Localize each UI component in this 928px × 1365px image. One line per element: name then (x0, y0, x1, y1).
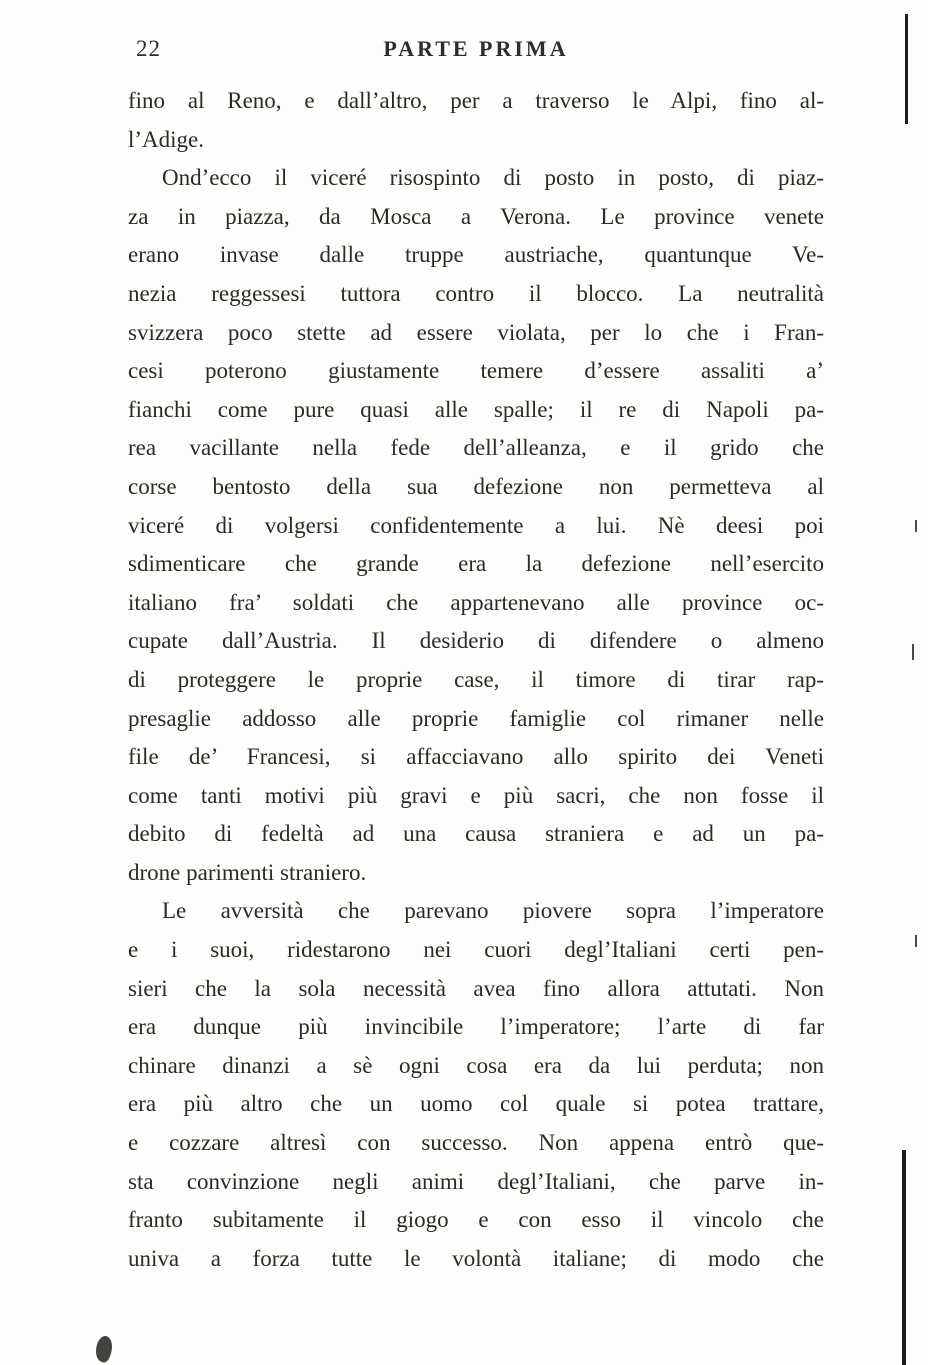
text-line: corse bentosto della sua defezione non permetteva al (128, 473, 824, 499)
text-line: di proteggere le proprie case, il timore di tirar rap- (128, 666, 824, 692)
text-line: era più altro che un uomo col quale si potea trattare, (128, 1091, 824, 1117)
text-line: era dunque più invincibile l’imperatore; l’arte di far (128, 1014, 824, 1040)
text-line: e cozzare altresì con successo. Non appena entrò que- (128, 1130, 824, 1156)
text-line: cesi poterono giustamente temere d’essere assaliti a’ (128, 358, 824, 384)
scan-edge-speck (912, 644, 914, 660)
header-title: PARTE PRIMA (383, 36, 569, 61)
page-header (128, 36, 824, 70)
text-line: sieri che la sola necessità avea fino allora attutati. Non (128, 975, 824, 1001)
text-line: franto subitamente il giogo e con esso il vincolo che (128, 1207, 824, 1233)
text-line: e i suoi, ridestarono nei cuori degl’Italiani certi pen- (128, 937, 824, 963)
text-line: come tanti motivi più gravi e più sacri, che non fosse il (128, 782, 824, 808)
text-line: presaglie addosso alle proprie famiglie col rimaner nelle (128, 705, 824, 731)
text-line: cupate dall’Austria. Il desiderio di difendere o almeno (128, 628, 824, 654)
scan-corner-smudge (92, 1334, 115, 1364)
text-line: svizzera poco stette ad essere violata, per lo che i Fran- (128, 319, 824, 345)
text-line: drone parimenti straniero. (128, 859, 367, 885)
text-line: erano invase dalle truppe austriache, quantunque Ve- (128, 242, 824, 268)
text-line: univa a forza tutte le volontà italiane; di modo che (128, 1245, 824, 1271)
text-line: viceré di volgersi confidentemente a lui. Nè deesi poi (128, 512, 824, 538)
scan-edge-speck (915, 935, 917, 947)
scan-edge-line-top (905, 14, 908, 124)
text-line: fino al Reno, e dall’altro, per a traverso le Alpi, fino al- (128, 88, 824, 113)
text-line: Ond’ecco il viceré risospinto di posto in posto, di piaz- (162, 165, 824, 191)
page-number: 22 (136, 36, 161, 61)
text-line: debito di fedeltà ad una causa straniera e ad un pa- (128, 821, 824, 847)
text-line: nezia reggessesi tuttora contro il blocco. La neutralità (128, 280, 824, 306)
text-line: za in piazza, da Mosca a Verona. Le province venete (128, 203, 824, 229)
text-line: fianchi come pure quasi alle spalle; il re di Napoli pa- (128, 396, 824, 422)
scan-edge-speck (915, 520, 917, 532)
text-line: chinare dinanzi a sè ogni cosa era da lui perduta; non (128, 1052, 824, 1078)
text-line: file de’ Francesi, si affacciavano allo spirito dei Veneti (128, 744, 824, 770)
text-line: Le avversità che parevano piovere sopra l’imperatore (162, 898, 824, 924)
text-line: rea vacillante nella fede dell’alleanza, e il grido che (128, 435, 824, 461)
text-line: sdimenticare che grande era la defezione nell’esercito (128, 551, 824, 577)
text-line: italiano fra’ soldati che appartenevano alle province oc- (128, 589, 824, 615)
text-line: l’Adige. (128, 126, 205, 152)
text-line: sta convinzione negli animi degl’Italiani, che parve in- (128, 1168, 824, 1194)
scan-edge-line-bottom (902, 1150, 906, 1365)
body-text (128, 82, 824, 1278)
